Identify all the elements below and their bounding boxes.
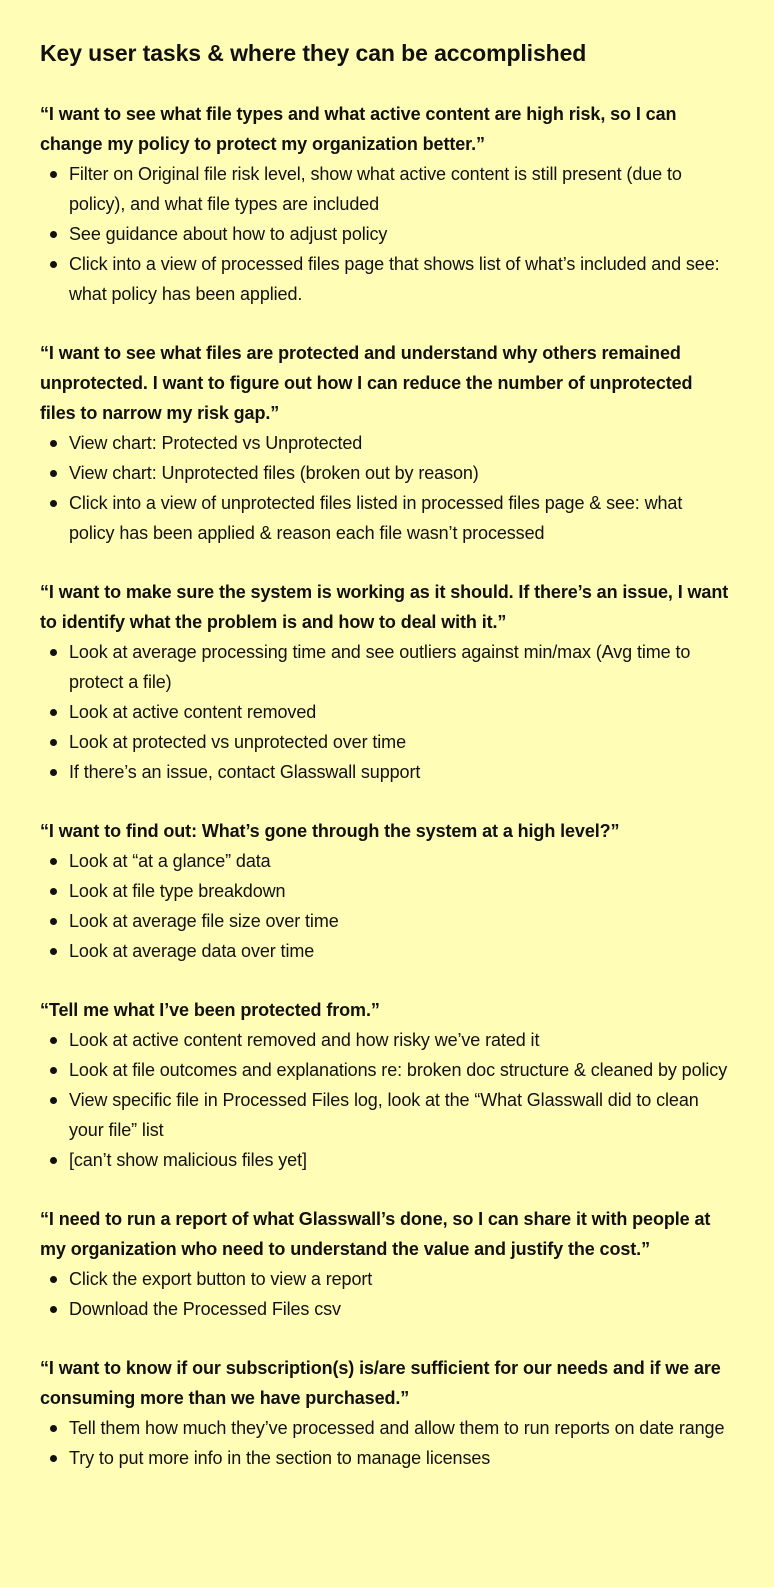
user-quote: “Tell me what I’ve been protected from.” <box>40 1000 380 1020</box>
task-item <box>40 159 730 219</box>
task-item <box>40 1055 730 1085</box>
bullet-icon <box>50 1276 57 1283</box>
user-task-section <box>40 1353 730 1473</box>
task-item <box>40 876 730 906</box>
bullet-icon <box>50 709 57 716</box>
task-item <box>40 249 730 309</box>
task-item <box>40 637 730 697</box>
task-text: [can’t show malicious files yet] <box>69 1150 307 1170</box>
task-text: Look at average data over time <box>69 941 315 961</box>
bullet-icon <box>50 769 57 776</box>
task-text: Look at active content removed <box>69 702 317 722</box>
user-quote: “I want to see what file types and what active content are high risk, so I can change my policy to protect my organization better.” <box>40 104 677 154</box>
task-item <box>40 1085 730 1145</box>
task-item <box>40 697 730 727</box>
bullet-icon <box>50 1306 57 1313</box>
user-task-section <box>40 816 730 966</box>
task-text: If there’s an issue, contact Glasswall support <box>69 762 421 782</box>
bullet-icon <box>50 1157 57 1164</box>
task-item <box>40 488 730 548</box>
task-item <box>40 428 730 458</box>
user-task-section <box>40 338 730 548</box>
task-list <box>40 1413 730 1473</box>
bullet-icon <box>50 261 57 268</box>
user-quote: “I want to see what files are protected and understand why others remained unprotected. I want to figure out how I can reduce the number of unprotected files to narrow my risk gap.” <box>40 343 693 423</box>
task-text: Download the Processed Files csv <box>69 1299 341 1319</box>
bullet-icon <box>50 440 57 447</box>
bullet-icon <box>50 1067 57 1074</box>
task-list <box>40 846 730 966</box>
task-text: Click the export button to view a report <box>69 1269 373 1289</box>
bullet-icon <box>50 1037 57 1044</box>
user-task-section <box>40 99 730 309</box>
bullet-icon <box>50 171 57 178</box>
user-task-section <box>40 1204 730 1324</box>
task-item <box>40 458 730 488</box>
task-text: Look at average processing time and see outliers against min/max (Avg time to protect a file) <box>69 642 691 692</box>
task-text: View chart: Unprotected files (broken out by reason) <box>69 463 479 483</box>
task-list <box>40 1025 730 1175</box>
bullet-icon <box>50 500 57 507</box>
bullet-icon <box>50 858 57 865</box>
user-quote: “I want to find out: What’s gone through the system at a high level?” <box>40 821 620 841</box>
task-item <box>40 906 730 936</box>
task-item <box>40 1413 730 1443</box>
task-text: Look at average file size over time <box>69 911 339 931</box>
bullet-icon <box>50 649 57 656</box>
bullet-icon <box>50 1455 57 1462</box>
task-text: Click into a view of unprotected files listed in processed files page & see: what policy has been applied & reason each file wasn’t processed <box>69 493 683 543</box>
task-list <box>40 428 730 548</box>
user-quote: “I want to make sure the system is working as it should. If there’s an issue, I want to identify what the problem is and how to deal with it.” <box>40 582 729 632</box>
bullet-icon <box>50 918 57 925</box>
task-text: Look at file outcomes and explanations re: broken doc structure & cleaned by policy <box>69 1060 728 1080</box>
task-text: Look at “at a glance” data <box>69 851 271 871</box>
task-item <box>40 757 730 787</box>
bullet-icon <box>50 1425 57 1432</box>
task-list <box>40 1264 730 1324</box>
user-quote: “I want to know if our subscription(s) is/are sufficient for our needs and if we are consuming more than we have purchased.” <box>40 1358 721 1408</box>
task-item <box>40 936 730 966</box>
task-list <box>40 159 730 309</box>
user-quote: “I need to run a report of what Glasswall’s done, so I can share it with people at my organization who need to understand the value and justify the cost.” <box>40 1209 711 1259</box>
bullet-icon <box>50 231 57 238</box>
task-text: Click into a view of processed files page that shows list of what’s included and see: what policy has been applied. <box>69 254 720 304</box>
page-title: Key user tasks & where they can be accomplished <box>40 40 587 66</box>
task-text: Look at file type breakdown <box>69 881 286 901</box>
task-item <box>40 1145 730 1175</box>
bullet-icon <box>50 1097 57 1104</box>
bullet-icon <box>50 470 57 477</box>
task-item <box>40 1264 730 1294</box>
task-item <box>40 1443 730 1473</box>
task-text: Try to put more info in the section to manage licenses <box>69 1448 491 1468</box>
task-text: Filter on Original file risk level, show what active content is still present (due to policy), and what file types are included <box>69 164 682 214</box>
task-item <box>40 1294 730 1324</box>
task-item <box>40 846 730 876</box>
bullet-icon <box>50 739 57 746</box>
task-item <box>40 1025 730 1055</box>
task-item <box>40 727 730 757</box>
task-text: Tell them how much they’ve processed and allow them to run reports on date range <box>69 1418 725 1438</box>
task-text: Look at active content removed and how risky we’ve rated it <box>69 1030 540 1050</box>
bullet-icon <box>50 948 57 955</box>
task-item <box>40 219 730 249</box>
user-task-section <box>40 995 730 1175</box>
task-text: See guidance about how to adjust policy <box>69 224 388 244</box>
task-list <box>40 637 730 787</box>
task-text: View specific file in Processed Files log, look at the “What Glasswall did to clean your file” list <box>69 1090 699 1140</box>
bullet-icon <box>50 888 57 895</box>
task-text: View chart: Protected vs Unprotected <box>69 433 363 453</box>
task-text: Look at protected vs unprotected over time <box>69 732 406 752</box>
user-task-section <box>40 577 730 787</box>
